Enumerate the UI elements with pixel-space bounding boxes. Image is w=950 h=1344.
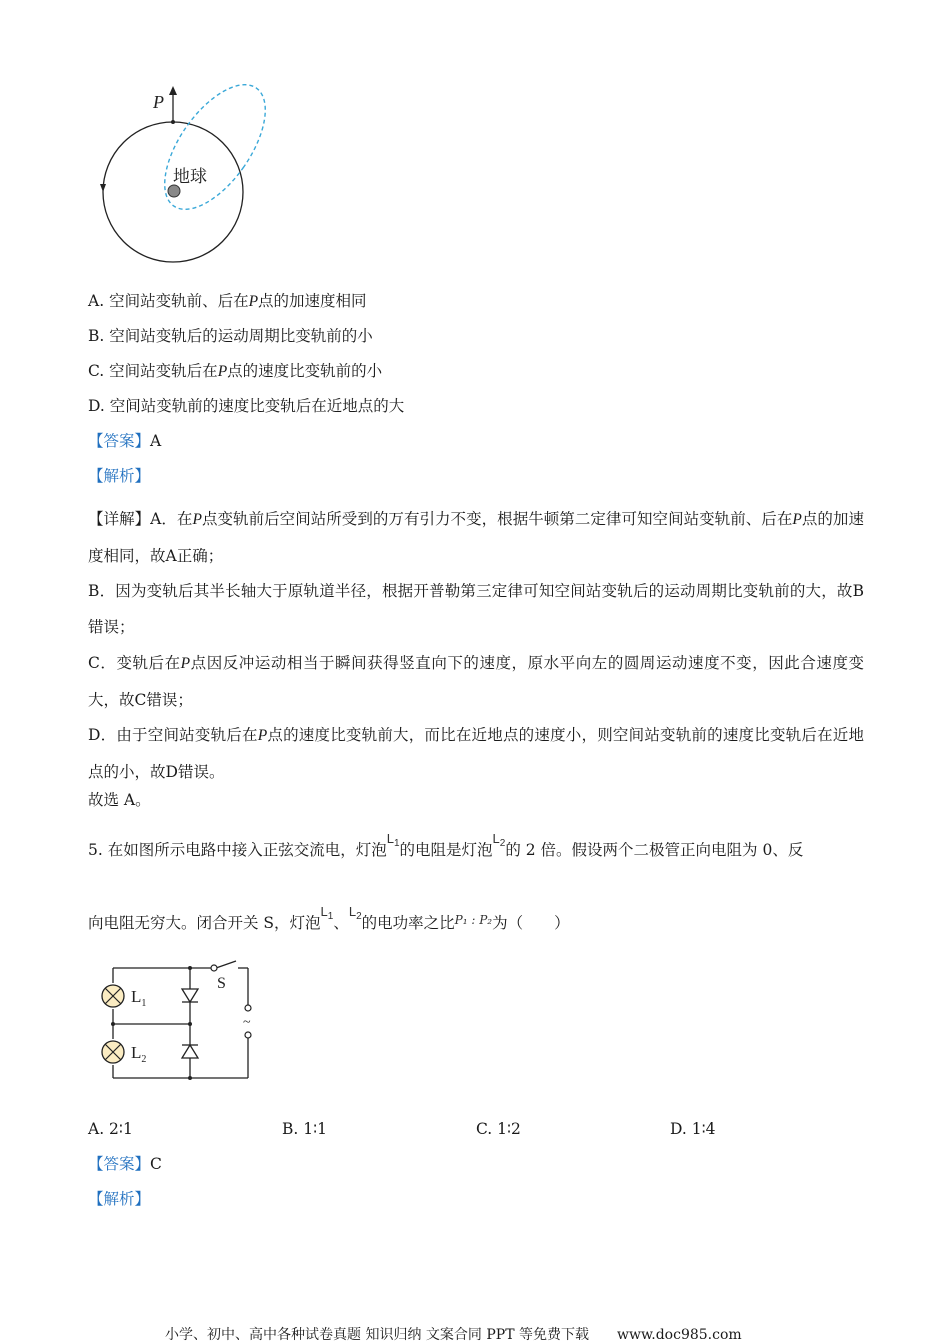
option-b: B. 空间站变轨后的运动周期比变轨前的小 [88, 327, 373, 345]
switch-contact [211, 965, 217, 971]
circuit-label-ac: ~ [243, 1015, 251, 1030]
label-p: P [153, 92, 164, 112]
arrow-head-icon [169, 86, 177, 95]
diode-bottom-icon [182, 1045, 198, 1058]
detail-b: B．因为变轨后其半长轴大于原轨道半径，根据开普勒第三定律可知空间站变轨后的运动周期比变轨前的大，故B错误； [88, 582, 864, 636]
footer: 小学、初中、高中各种试卷真题 知识归纳 文案合同 PPT 等免费下载 www.doc985.com [165, 1327, 742, 1343]
q5-option-c: C. 1∶2 [476, 1120, 521, 1138]
q5-line2: 向电阻无穷大。闭合开关 S，灯泡$^{L_1}$、$^{L_2}$的电功率之比$^{P_1 : P_2}$为（ ） [88, 904, 570, 932]
answer-line: 【答案】A [88, 432, 162, 450]
detail-d: D．由于空间站变轨后在P点的速度比变轨前大，而比在近地点的速度小，则空间站变轨前的速度比变轨后在近地点的小，故D错误。 [88, 726, 864, 781]
q5-answer-line: 【答案】C [88, 1155, 162, 1173]
conclusion: 故选 A。 [88, 791, 151, 809]
point-p-dot [171, 120, 175, 124]
ac-terminal-top [245, 1005, 251, 1011]
option-c: C. 空间站变轨后在P点的速度比变轨前的小 [88, 362, 383, 380]
detail-c: C．变轨后在P点因反冲运动相当于瞬间获得竖直向下的速度，原水平向左的圆周运动速度不变，因此合速度变大，故C错误； [88, 654, 864, 709]
label-earth: 地球 [173, 167, 207, 187]
ac-terminal-bottom [245, 1032, 251, 1038]
q5-analysis-tag: 【解析】 [88, 1190, 151, 1208]
lamp-l1-icon [102, 985, 124, 1007]
analysis-tag: 【解析】 [88, 467, 151, 485]
q5-line1: 5. 在如图所示电路中接入正弦交流电，灯泡$^{L_1}$的电阻是灯泡$^{L_2}$的 2 倍。假设两个二极管正向电阻为 0、反 [88, 831, 804, 859]
circuit-label-s: S [217, 975, 226, 992]
q5-option-a: A. 2∶1 [88, 1120, 133, 1138]
circuit-label-l2: $L_2$ [131, 1043, 147, 1065]
direction-arrow-icon [100, 184, 106, 192]
circuit-label-l1: $L_1$ [131, 987, 147, 1009]
diode-top-icon [182, 989, 198, 1002]
q5-option-b: B. 1∶1 [282, 1120, 328, 1138]
q5-option-d: D. 1∶4 [670, 1120, 716, 1138]
lamp-l2-icon [102, 1041, 124, 1063]
orbit-diagram [95, 80, 275, 265]
option-d: D. 空间站变轨前的速度比变轨后在近地点的大 [88, 397, 405, 415]
elliptical-orbit [145, 80, 275, 226]
option-a: A. 空间站变轨前、后在P点的加速度相同 [88, 292, 367, 310]
detail-a: 【详解】A．在P点变轨前后空间站所受到的万有引力不变，根据牛顿第二定律可知空间站变轨前、后在P点的加速度相同，故A正确； [88, 510, 864, 565]
circuit-diagram [98, 958, 258, 1083]
